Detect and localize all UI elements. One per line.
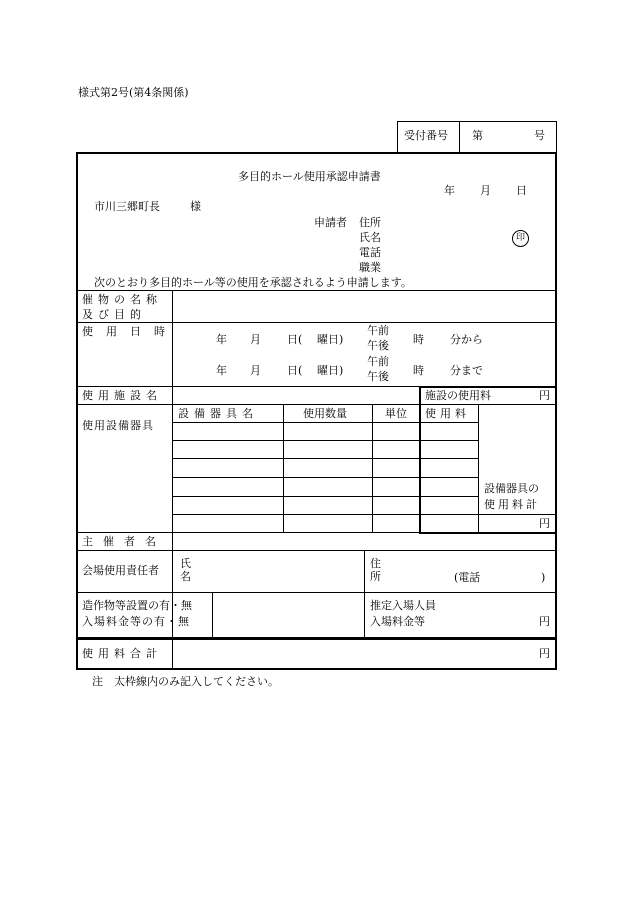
facility-fee-yen: 円: [539, 389, 550, 402]
total-fee-yen: 円: [539, 647, 550, 660]
start-am: 午前: [367, 324, 389, 337]
start-from: 分から: [450, 333, 483, 346]
date-day: 日: [516, 184, 527, 197]
applicant-address: 住所: [359, 216, 381, 229]
admission-flag-label: 入場料金等の有・無: [82, 615, 190, 628]
form-number-label: 様式第2号(第4条関係): [78, 86, 189, 99]
equipment-total-label-1: 設備器具の: [484, 482, 539, 495]
total-fee-label: 使用料合計: [82, 647, 162, 660]
event-label-2: 及び目的: [82, 308, 146, 321]
usage-date-label: 使用日時: [82, 325, 178, 338]
receipt-dai: 第: [472, 129, 483, 142]
end-hour: 時: [413, 364, 424, 377]
end-to: 分まで: [450, 364, 483, 377]
organizer-label: 主催者名: [82, 535, 166, 548]
structures-label: 造作物等設置の有・無: [82, 599, 192, 612]
end-day: 日(: [287, 364, 303, 377]
admission-fee-label: 入場料金等: [370, 615, 425, 628]
manager-name-2: 名: [180, 570, 191, 583]
end-pm: 午後: [367, 370, 389, 383]
end-weekday: 曜日): [317, 364, 344, 377]
col-unit: 単位: [385, 407, 407, 420]
start-hour: 時: [413, 333, 424, 346]
col-quantity: 使用数量: [303, 407, 347, 420]
addressee-sama: 様: [190, 200, 201, 213]
manager-addr-1: 住: [370, 557, 381, 570]
equipment-label: 使用設備器具: [82, 419, 154, 432]
facility-label: 使用施設名: [82, 389, 162, 402]
end-am: 午前: [367, 355, 389, 368]
end-month: 月: [250, 364, 261, 377]
seal-mark: 印: [512, 230, 529, 247]
end-year: 年: [216, 364, 227, 377]
date-month: 月: [480, 184, 491, 197]
start-year: 年: [216, 333, 227, 346]
request-text: 次のとおり多目的ホール等の使用を承認されるよう申請します。: [94, 276, 412, 289]
start-day: 日(: [287, 333, 303, 346]
receipt-go: 号: [534, 129, 545, 142]
start-pm: 午後: [367, 339, 389, 352]
date-year: 年: [444, 184, 455, 197]
addressee: 市川三郷町長: [94, 200, 160, 213]
event-label-1: 催物の名称: [82, 293, 162, 306]
form-title: 多目的ホール使用承認申請書: [238, 170, 381, 183]
manager-name-1: 氏: [180, 557, 191, 570]
col-equipment-name: 設備器具名: [178, 407, 258, 420]
applicant-name: 氏名: [359, 231, 381, 244]
admission-fee-yen: 円: [539, 615, 550, 628]
applicant-phone: 電話: [359, 246, 381, 259]
equipment-total-label-2: 使用料計: [484, 498, 540, 511]
applicant-label: 申請者: [314, 216, 347, 229]
manager-addr-2: 所: [370, 570, 381, 583]
facility-fee-label: 施設の使用料: [425, 389, 491, 402]
receipt-number-label: 受付番号: [404, 129, 448, 142]
applicant-occupation: 職業: [359, 261, 381, 274]
start-weekday: 曜日): [317, 333, 344, 346]
equipment-total-yen: 円: [539, 517, 550, 530]
attendance-label: 推定入場人員: [370, 599, 436, 612]
start-month: 月: [250, 333, 261, 346]
manager-phone: (電話: [454, 571, 481, 584]
col-fee: 使用料: [425, 407, 470, 420]
footnote: 注 太枠線内のみ記入してください。: [92, 675, 279, 688]
venue-manager-label: 会場使用責任者: [82, 564, 159, 577]
manager-phone-close: ): [541, 571, 546, 584]
